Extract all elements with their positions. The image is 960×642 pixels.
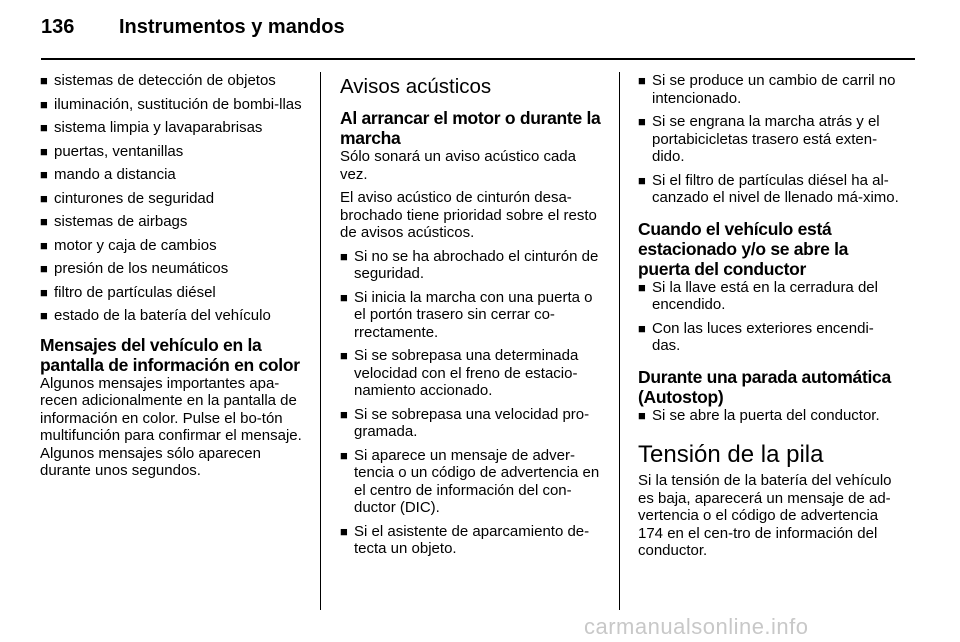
bullet-icon: ■ (40, 73, 48, 88)
body-paragraph: El aviso acústico de cinturón desa-brochado tiene prioridad sobre el resto de avisos acústicos. (340, 189, 597, 241)
bullet-icon: ■ (638, 73, 646, 88)
section-heading: Mensajes del vehículo en la pantalla de información en color (40, 334, 300, 375)
bullet-icon: ■ (40, 237, 48, 253)
bullet-icon: ■ (40, 214, 48, 229)
page-number: 136 (41, 16, 75, 38)
subsection-heading: Cuando el vehículo está estacionado y/o se abre la puerta del conductor (638, 218, 849, 279)
list-item: ■ estado de la batería del vehículo (40, 307, 271, 324)
bullet-icon: ■ (40, 190, 48, 206)
list-item: ■ mando a distancia (40, 166, 176, 183)
column-3 (638, 72, 902, 566)
list-item: ■ sistemas de airbags (40, 213, 188, 230)
list-item: ■ Si no se ha abrochado el cinturón de seguridad. (340, 247, 599, 282)
list-item: ■ Si el asistente de aparcamiento de-tecta un objeto. (340, 522, 590, 557)
section-title: Tensión de la pila (638, 441, 824, 468)
list-item: ■ Con las luces exteriores encendi-das. (638, 319, 874, 354)
subsection-heading: Al arrancar el motor o durante la marcha (340, 108, 601, 148)
list-item: ■ Si se abre la puerta del conductor. (638, 406, 880, 424)
bullet-icon: ■ (40, 308, 48, 323)
autostop-list (638, 407, 902, 425)
bullet-icon: ■ (40, 120, 48, 135)
bullet-icon: ■ (340, 406, 348, 422)
column-2 (340, 72, 604, 564)
list-item: ■ motor y caja de cambios (40, 236, 217, 254)
section-title: Avisos acústicos (340, 75, 492, 98)
warning-list-continued (638, 72, 902, 207)
body-paragraph: Sólo sonará un aviso acústico cada vez. (340, 148, 576, 183)
header-rule (41, 58, 915, 60)
list-item: ■ presión de los neumáticos (40, 260, 229, 277)
list-item: ■ iluminación, sustitución de bombi-llas (40, 95, 302, 113)
list-item: ■ Si se produce un cambio de carril no intencionado. (638, 72, 896, 107)
list-item: ■ Si se engrana la marcha atrás y el portabicicletas trasero está exten-dido. (638, 113, 880, 165)
bullet-icon: ■ (638, 279, 646, 295)
body-paragraph: Algunos mensajes importantes apa-recen adicionalmente en la pantalla de información en color. Pulse el bo-tón multifunción para confirmar el mensaje. Algunos mensajes sólo aparecen durante unos segundos. (40, 374, 302, 479)
bullet-icon: ■ (340, 248, 348, 264)
warning-list (340, 248, 604, 558)
bullet-icon: ■ (638, 407, 646, 423)
parked-list (638, 279, 902, 355)
column-divider-2 (619, 72, 620, 610)
column-1 (40, 72, 306, 486)
body-paragraph: Si la tensión de la batería del vehículo es baja, aparecerá un mensaje de ad-vertencia o el código de advertencia 174 en el cen-tro de información del conductor. (638, 472, 892, 559)
bullet-icon: ■ (638, 172, 646, 188)
list-item: ■ cinturones de seguridad (40, 189, 215, 207)
list-item: ■ Si la llave está en la cerradura del encendido. (638, 278, 878, 313)
list-item: ■ sistema limpia y lavaparabrisas (40, 119, 263, 136)
column-divider-1 (320, 72, 321, 610)
bullet-icon: ■ (40, 284, 48, 300)
bullet-icon: ■ (40, 167, 48, 182)
bullet-icon: ■ (40, 96, 48, 112)
list-item: ■ puertas, ventanillas (40, 142, 184, 160)
list-item: ■ sistemas de detección de objetos (40, 72, 276, 89)
list-item: ■ filtro de partículas diésel (40, 283, 216, 301)
list-item: ■ Si se sobrepasa una velocidad pro-gramada. (340, 405, 590, 440)
bullet-icon: ■ (340, 348, 348, 363)
list-item: ■ Si inicia la marcha con una puerta o el portón trasero sin cerrar co-rrectamente. (340, 288, 593, 341)
bullet-icon: ■ (340, 447, 348, 463)
page-header (41, 16, 916, 50)
bullet-icon: ■ (340, 289, 348, 305)
list-item: ■ Si el filtro de partículas diésel ha al-canzado el nivel de llenado má-ximo. (638, 171, 899, 206)
bullet-icon: ■ (40, 143, 48, 159)
list-item: ■ Si se sobrepasa una determinada velocidad con el freno de estacio-namiento accionado. (340, 347, 579, 399)
watermark: carmanualsonline.info (584, 614, 809, 639)
topic-list (40, 72, 306, 325)
bullet-icon: ■ (40, 261, 48, 276)
bullet-icon: ■ (638, 114, 646, 129)
bullet-icon: ■ (340, 523, 348, 539)
subsection-heading: Durante una parada automática (Autostop) (638, 366, 891, 407)
bullet-icon: ■ (638, 320, 646, 336)
list-item: ■ Si aparece un mensaje de adver-tencia o un código de advertencia en el centro de información del con-ductor (DIC). (340, 446, 600, 516)
page-title: Instrumentos y mandos (119, 16, 345, 38)
